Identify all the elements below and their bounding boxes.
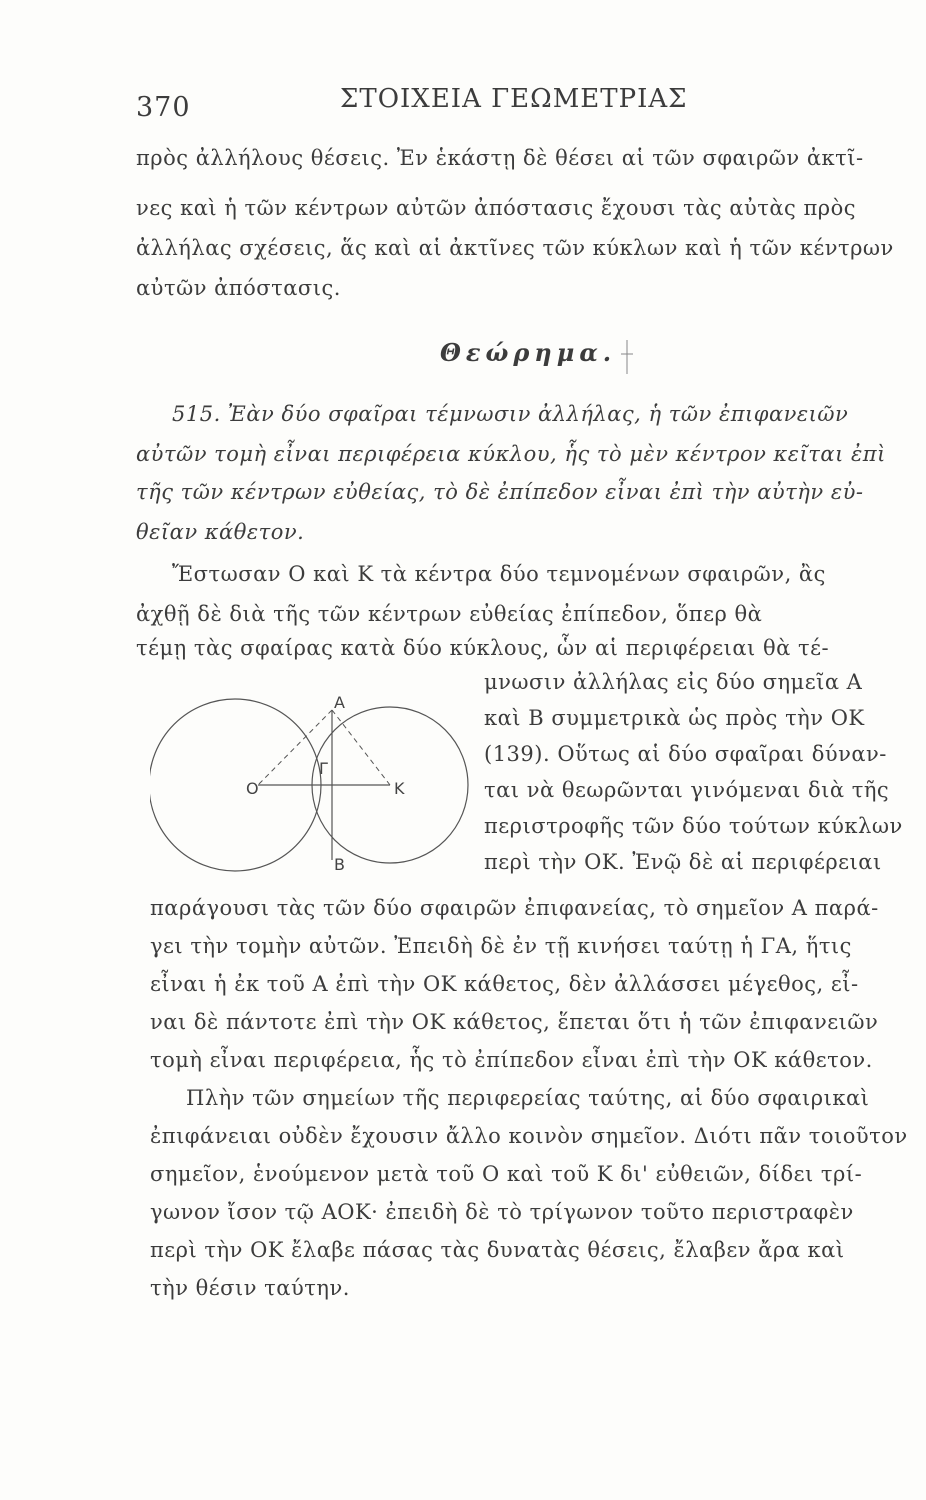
proof-line: ναι δὲ πάντοτε ἐπὶ τὴν ΟΚ κάθετος, ἕπεται ὅτι ἡ τῶν ἐπιφανειῶν [150,1010,879,1034]
intersecting-circles-figure [150,690,480,890]
page-number: 370 [136,92,191,123]
label-k: Κ [394,779,405,798]
proof-line: γωνον ἴσον τῷ ΑΟΚ· ἐπειδὴ δὲ τὸ τρίγωνον τοῦτο περιστραφὲν [150,1200,854,1224]
theorem-line: θεῖαν κάθετον. [136,520,305,544]
proof-line: τέμῃ τὰς σφαίρας κατὰ δύο κύκλους, ὧν αἱ περιφέρειαι θὰ τέ- [136,636,830,660]
proof-line: περὶ τὴν ΟΚ. Ἐνῷ δὲ αἱ περιφέρειαι [484,850,882,874]
proof-line: Ἔστωσαν Ο καὶ Κ τὰ κέντρα δύο τεμνομένων σφαιρῶν, ἂς [172,562,826,586]
label-b: Β [334,855,345,874]
segment-ak [332,710,390,785]
proof-line: ἐπιφάνειαι οὐδὲν ἔχουσιν ἄλλο κοινὸν σημεῖον. Διότι πᾶν τοιοῦτον [150,1124,908,1148]
intro-line: αὐτῶν ἀπόστασις. [136,276,341,300]
pencil-mark-icon [620,340,634,374]
proof-line: μνωσιν ἀλλήλας εἰς δύο σημεῖα Α [484,670,863,694]
proof-line: γει τὴν τομὴν αὐτῶν. Ἐπειδὴ δὲ ἐν τῇ κινήσει ταύτῃ ἡ ΓΑ, ἥτις [150,934,852,958]
proof-line: ται νὰ θεωρῶνται γινόμεναι διὰ τῆς [484,778,890,802]
proof-line: (139). Οὕτως αἱ δύο σφαῖραι δύναν- [484,742,887,766]
intro-line: ἀλλήλας σχέσεις, ἅς καὶ αἱ ἀκτῖνες τῶν κύκλων καὶ ἡ τῶν κέντρων [136,236,894,260]
proof-line: παράγουσι τὰς τῶν δύο σφαιρῶν ἐπιφανείας, τὸ σημεῖον Α παρά- [150,896,879,920]
proof-line: περιστροφῆς τῶν δύο τούτων κύκλων [484,814,903,838]
label-o: Ο [246,779,259,798]
intro-line: πρὸς ἀλλήλους θέσεις. Ἐν ἑκάστῃ δὲ θέσει αἱ τῶν σφαιρῶν ἀκτῖ- [136,146,864,170]
proof-line: τομὴ εἶναι περιφέρεια, ἧς τὸ ἐπίπεδον εἶναι ἐπὶ τὴν ΟΚ κάθετον. [150,1048,873,1072]
intro-line: νες καὶ ἡ τῶν κέντρων αὐτῶν ἀπόστασις ἔχουσι τὰς αὐτὰς πρὸς [136,196,857,220]
label-a: Α [334,693,345,712]
theorem-line: τῆς τῶν κέντρων εὐθείας, τὸ δὲ ἐπίπεδον εἶναι ἐπὶ τὴν αὐτὴν εὐ- [136,480,864,504]
theorem-line: 515. Ἐὰν δύο σφαῖραι τέμνωσιν ἀλλήλας, ἡ τῶν ἐπιφανειῶν [172,402,849,426]
theorem-line: αὐτῶν τομὴ εἶναι περιφέρεια κύκλου, ἧς τὸ μὲν κέντρον κεῖται ἐπὶ [136,442,886,466]
running-title: ΣΤΟΙΧΕΙΑ ΓΕΩΜΕΤΡΙΑΣ [340,84,688,114]
proof-line: Πλὴν τῶν σημείων τῆς περιφερείας ταύτης, αἱ δύο σφαιρικαὶ [186,1086,870,1110]
label-g: Γ [319,759,328,778]
proof-line: ἀχθῇ δὲ διὰ τῆς τῶν κέντρων εὐθείας ἐπίπεδον, ὅπερ θὰ [136,602,763,626]
proof-line: καὶ Β συμμετρικὰ ὡς πρὸς τὴν ΟΚ [484,706,865,730]
theorem-title: Θεώρημα. [440,338,617,367]
proof-line: εἶναι ἡ ἐκ τοῦ Α ἐπὶ τὴν ΟΚ κάθετος, δὲν ἀλλάσσει μέγεθος, εἶ- [150,972,859,996]
proof-line: σημεῖον, ἑνούμενον μετὰ τοῦ Ο καὶ τοῦ Κ δι' εὐθειῶν, δίδει τρί- [150,1162,863,1186]
proof-line: τὴν θέσιν ταύτην. [150,1276,350,1300]
proof-line: περὶ τὴν ΟΚ ἔλαβε πάσας τὰς δυνατὰς θέσεις, ἔλαβεν ἄρα καὶ [150,1238,845,1262]
